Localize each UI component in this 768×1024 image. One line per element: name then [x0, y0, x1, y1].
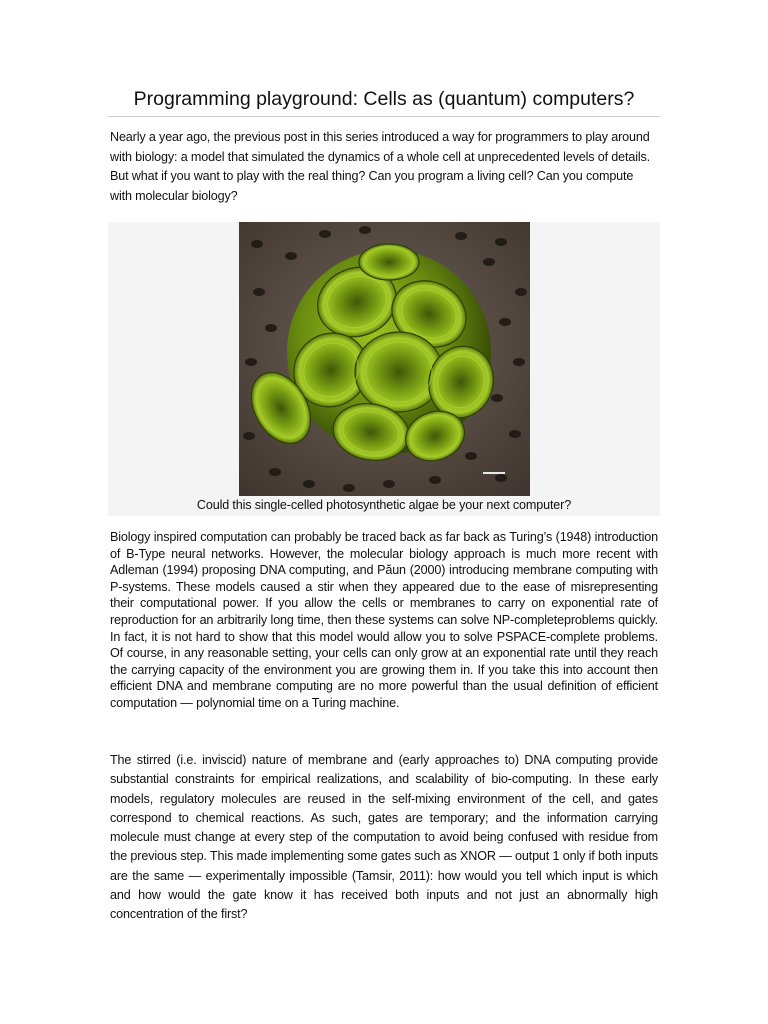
body-paragraph-2: The stirred (i.e. inviscid) nature of membrane and (early approaches to) DNA computing provide substantial constraints for empirical realizations, and scalability of bio-computing. In these early models, regulatory molecules are reused in the self-mixing environment of the cell, and gates correspond to chemical reactions. As such, gates are temporary; and the information carrying molecule must change at every step of the computation to avoid being confused with residue from the previous step. This made implementing some gates such as XNOR — output 1 only if both inputs are the same — experimentally impossible (Tamsir, 2011): how would you tell which input is which and how would the gate know it has received both inputs and not just an abnormally high concentration of the first? — [110, 753, 658, 922]
article-title: Programming playground: Cells as (quantum) computers? — [133, 88, 635, 110]
figure-photo — [239, 222, 530, 496]
intro-paragraph: Nearly a year ago, the previous post in this series introduced a way for programmers to play around with biology: a model that simulated the dynamics of a whole cell at unprecedented levels of details. But what if you want to play with the real thing? Can you program a living cell? Can you compute with molecular biology? — [110, 130, 650, 203]
title-divider — [108, 116, 660, 117]
figure — [108, 222, 660, 516]
figure-caption: Could this single-celled photosynthetic algae be your next computer? — [196, 498, 572, 512]
body-paragraph-1: Biology inspired computation can probably be traced back as far back as Turing’s (1948) introduction of B-Type neural networks. However, the molecular biology approach is much more recent with Adleman (1994) proposing DNA computing, and Păun (2000) introducing membrane computing with P-systems. These models caused a stir when they appeared due to the ease of misrepresenting their computational power. If you allow the cells or membranes to carry on exponential rate of reproduction for an arbitrarily long time, then these systems can solve NP-completeproblems quickly. In fact, it is not hard to show that this model would allow you to solve PSPACE-complete problems. Of course, in any reasonable setting, your cells can only grow at an exponential rate until they reach the carrying capacity of the environment you are growing them in. If you take this into account then efficient DNA and membrane computing are no more powerful than the usual definition of efficient computation — polynomial time on a Turing machine. — [110, 530, 658, 710]
coccolithophore-image — [239, 222, 530, 496]
